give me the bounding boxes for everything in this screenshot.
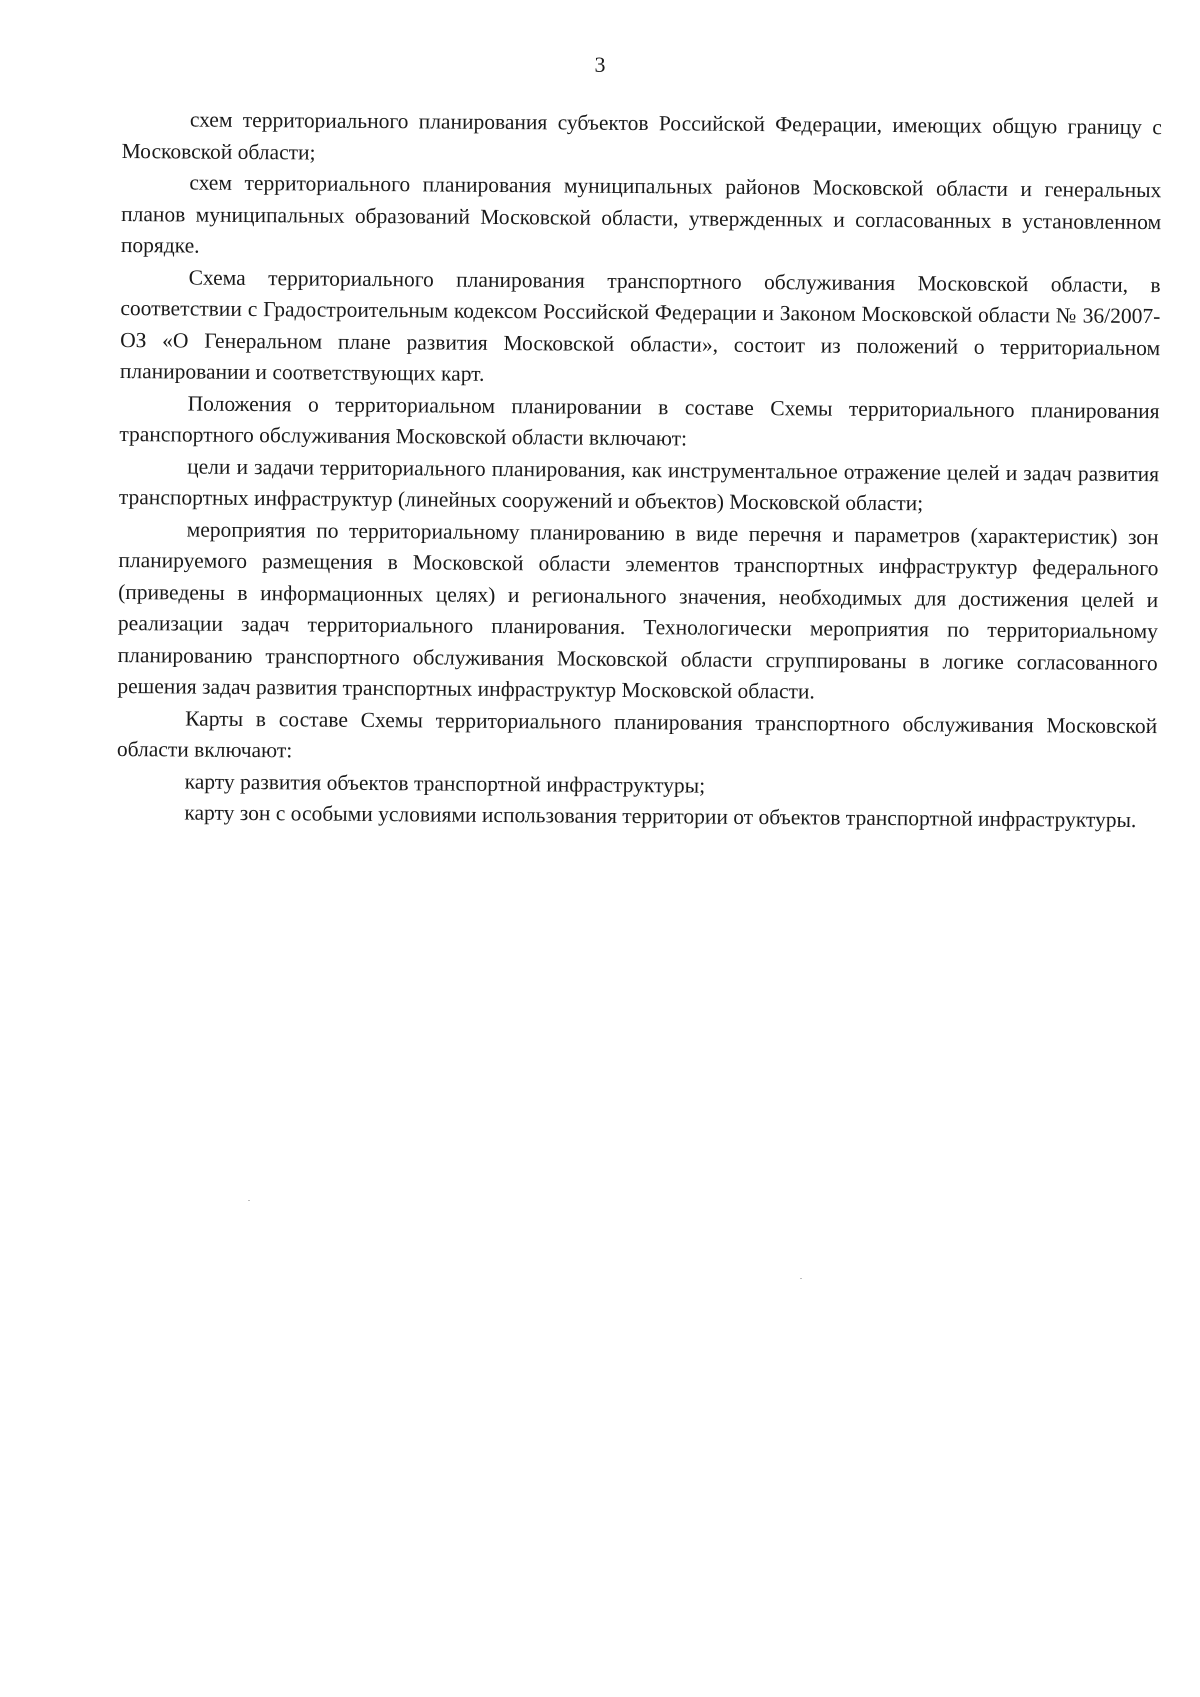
scan-speck: [800, 1278, 802, 1279]
paragraph-neighbor-subjects-schemes: схем территориального планирования субъектов Российской Федерации, имеющих общую границу с Московской области;: [121, 107, 1162, 165]
paragraph-planning-measures: мероприятия по территориальному планированию в виде перечня и параметров (характеристик) зон планируемого размещения в Московской области элементов транспортных инфраструктур федерального (приведены в информационных целях) и регионального значения, необходимых для достижения целей и реализации задач территориального планирования. Технологически мероприятия по территориальному планированию транспортного обслуживания Московской области сгруппированы в логике согласованного решения задач развития транспортных инфраструктур Московской области.: [117, 517, 1159, 704]
paragraph-infrastructure-map: карту развития объектов транспортной инфраструктуры;: [184, 769, 706, 798]
scan-speck: [248, 1200, 250, 1201]
paragraph-special-zones-map: карту зон с особыми условиями использования территории от объектов транспортной инфраструктуры.: [184, 800, 1137, 832]
paragraph-municipal-schemes: схем территориального планирования муниципальных районов Московской области и генеральных планов муниципальных образований Московской области, утвержденных и согласованных в установленном порядке.: [120, 170, 1162, 258]
paragraph-scheme-composition: Схема территориального планирования транспортного обслуживания Московской области, в соответствии с Градостроительным кодексом Российской Федерации и Законом Московской области № 36/2007-ОЗ «О Генеральном плане развития Московской области», состоит из положений о территориальном планировании и соответствующих карт.: [119, 265, 1161, 386]
page-number: 3: [594, 52, 606, 77]
paragraph-provisions-include: Положения о территориальном планировании в составе Схемы территориального планирования транспортного обслуживания Московской области включают:: [119, 391, 1160, 451]
document-body: [116, 104, 1162, 837]
paragraph-goals-and-tasks: цели и задачи территориального планирования, как инструментальное отражение целей и задач развития транспортных инфраструктур (линейных сооружений и объектов) Московской области;: [118, 454, 1160, 516]
paragraph-maps-include: Карты в составе Схемы территориального планирования транспортного обслуживания Московской области включают:: [116, 706, 1158, 763]
